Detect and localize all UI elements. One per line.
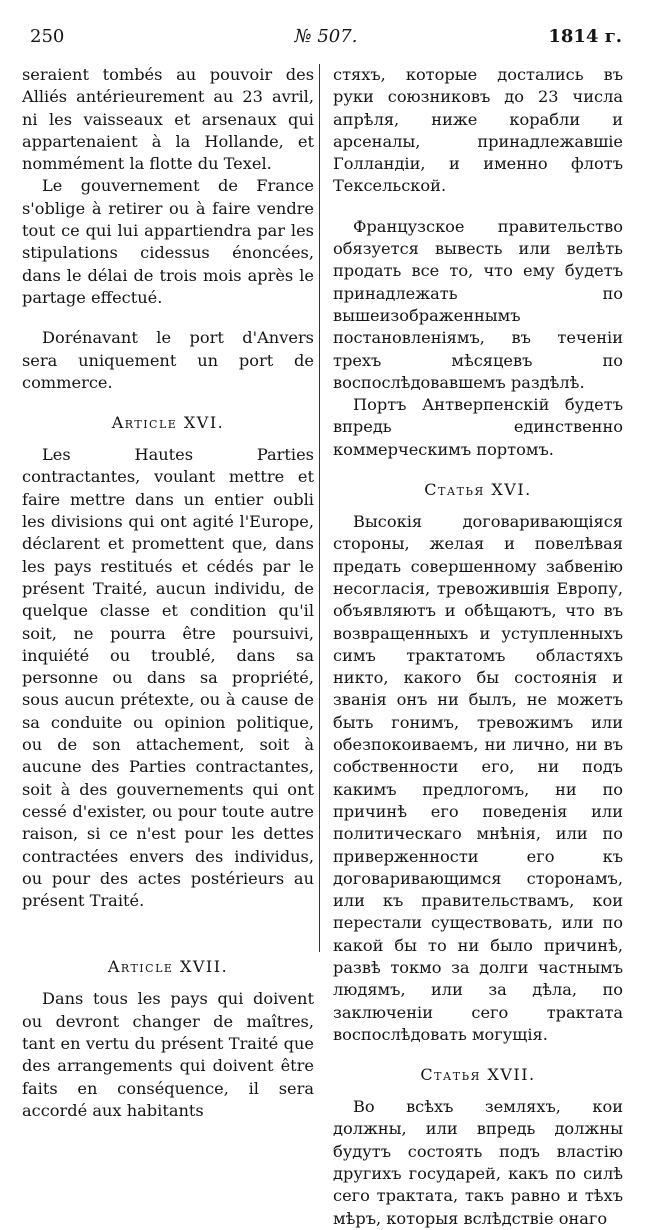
year: 1814 г. [548, 26, 622, 47]
page-header [30, 26, 622, 50]
fr-anvers-paragraph: Dorénavant le port d'Anvers sera uniquement un port de commerce. [22, 328, 314, 392]
ru-article-17-text: Во всѣхъ земляхъ, кои должны, или впредь должны будутъ состоять подъ властію другихъ государей, какъ по силѣ сего трактата, такъ равно и тѣхъ мѣръ, которыя вслѣдствіе онаго [333, 1097, 623, 1228]
ru-government-paragraph: Французское правительство обязуется вывесть или велѣть продать все то, что ему будетъ принадлежать по вышеизображеннымъ постановленіямъ, въ теченіи трехъ мѣсяцевъ по воспослѣдовавшемъ раздѣлѣ. [333, 216, 623, 392]
fr-article-17-heading: Article XVII. [107, 957, 229, 977]
page-number: 250 [30, 26, 65, 47]
russian-column [333, 64, 623, 1230]
column-divider [319, 64, 320, 952]
ru-article-17-heading: Статья XVII. [420, 1065, 536, 1085]
french-column [22, 64, 314, 1122]
fr-article-17-text: Dans tous les pays qui doivent ou devront changer de maîtres, tant en vertu du présent Traité que des arrangements qui doivent être faits en conséquence, il sera accordé aux habitants [22, 989, 314, 1120]
fr-article-16-text: Les Hautes Parties contractantes, voulant mettre et faire mettre dans un entier oubli les divisions qui ont agité l'Europe, déclarent et promettent que, dans les pays restitués et cédés par le présent Traité, aucun individu, de quelque classe et condition qu'il soit, ne pourra être poursuivi, inquiété ou troublé, dans sa personne ou dans sa propriété, sous aucun prétexte, ou à cause de sa conduite ou opinion politique, ou de son attachement, soit à aucune des Parties contractantes, soit à des gouvernements qui ont cessé d'exister, ou pour toute autre raison, si ce n'est pour les dettes contractées envers des individus, ou pour des actes postérieurs au présent Traité. [22, 445, 314, 911]
ru-article-16-text: Высокія договаривающіяся стороны, желая и повелѣвая предать совершенному забвенію несогласія, тревожившія Европу, объявляютъ и обѣщаютъ, что въ возвращенныхъ и уступленныхъ симъ трактатомъ областяхъ никто, какого бы состоянія и званія онъ ни былъ, не можетъ быть гонимъ, тревожимъ или обезпокоиваемъ, ни лично, ни въ собственности его, ни подъ какимъ предлогомъ, ни по причинѣ его поведенія или политическаго мнѣнія, или по приверженности его къ договаривающимся сторонамъ, или къ правительствамъ, кои перестали существовать, или по какой бы то ни было причинѣ, развѣ токмо за долги частнымъ людямъ, или за дѣла, по заключеніи сего трактата воспослѣдовать могущія. [333, 512, 623, 1044]
ru-port-paragraph: Портъ Антверпенскій будетъ впредь единственно коммерческимъ портомъ. [333, 395, 623, 459]
fr-continued-paragraph: seraient tombés au pouvoir des Alliés antérieurement au 23 avril, ni les vaisseaux et arsenaux qui appartenaient à la Hollande, et nommément la flotte du Texel. [22, 65, 314, 174]
fr-article-16-heading: Article XVI. [111, 413, 225, 433]
ru-article-16-heading: Статья XVI. [424, 480, 532, 500]
ru-continued-paragraph: стяхъ, которые достались въ руки союзниковъ до 23 числа апрѣля, ниже корабли и арсеналы, принадлежавшіе Голландіи, и именно флотъ Тексельской. [333, 65, 623, 196]
fr-government-paragraph: Le gouvernement de France s'oblige à retirer ou à faire vendre tout ce qui lui appartiendra par les stipulations cidessus énoncées, dans le délai de trois mois après le partage effectué. [22, 176, 314, 307]
document-number: № 507. [294, 26, 358, 47]
